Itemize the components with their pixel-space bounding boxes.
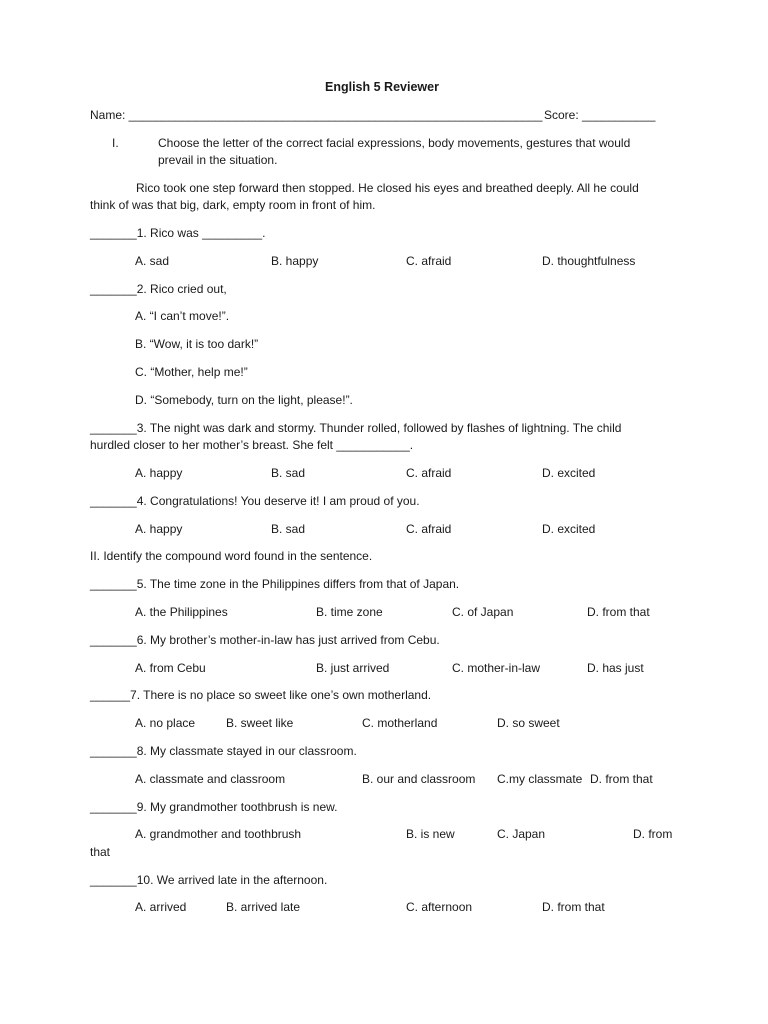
question-stem: _______4. Congratulations! You deserve it! I am proud of you. — [90, 494, 420, 508]
choice-b: B. sad — [271, 466, 306, 480]
part2-heading: II. Identify the compound word found in the sentence. — [90, 549, 373, 563]
question-stem: _______8. My classmate stayed in our classroom. — [90, 744, 357, 758]
question-stem: ______7. There is no place so sweet like one’s own motherland. — [90, 688, 432, 702]
question-stem: hurdled closer to her mother’s breast. She felt ___________. — [90, 438, 414, 452]
choice-b: B. just arrived — [316, 661, 390, 675]
choice-a: A. from Cebu — [135, 661, 206, 675]
choice-c: C. “Mother, help me!” — [135, 365, 248, 379]
name-field: Name: ______________________________________________________________ — [90, 108, 543, 122]
choice-b: B. our and classroom — [362, 772, 476, 786]
choice-b: B. arrived late — [226, 900, 301, 914]
choice-c: C. mother-in-law — [452, 661, 541, 675]
choice-a: A. sad — [135, 254, 170, 268]
part1-instruction: Choose the letter of the correct facial expressions, body movements, gestures that would — [158, 136, 631, 150]
choice-c: C. afraid — [406, 466, 452, 480]
choice-d: D. from that — [590, 772, 653, 786]
choice-a: A. the Philippines — [135, 605, 228, 619]
question-stem: _______6. My brother’s mother-in-law has just arrived from Cebu. — [90, 633, 440, 647]
choice-b: B. time zone — [316, 605, 383, 619]
choice-d-continued: that — [90, 845, 111, 859]
passage-text: think of was that big, dark, empty room in front of him. — [90, 198, 376, 212]
part1-instruction: prevail in the situation. — [158, 153, 278, 167]
choice-d: D. thoughtfulness — [542, 254, 636, 268]
choice-d: D. so sweet — [497, 716, 560, 730]
choice-a: A. grandmother and toothbrush — [135, 827, 302, 841]
choice-c: C.my classmate — [497, 772, 583, 786]
choice-d: D. excited — [542, 466, 596, 480]
choice-a: A. happy — [135, 522, 183, 536]
choice-d: D. excited — [542, 522, 596, 536]
choice-a: A. arrived — [135, 900, 187, 914]
choice-d: D. from — [633, 827, 673, 841]
passage-text: Rico took one step forward then stopped. He closed his eyes and breathed deeply. All he could — [136, 181, 639, 195]
choice-b: B. is new — [406, 827, 455, 841]
choice-b: B. sad — [271, 522, 306, 536]
choice-c: C. motherland — [362, 716, 438, 730]
question-stem: _______5. The time zone in the Philippines differs from that of Japan. — [90, 577, 460, 591]
choice-b: B. sweet like — [226, 716, 294, 730]
choice-d: D. from that — [587, 605, 650, 619]
choice-c: C. afternoon — [406, 900, 473, 914]
choice-a: A. classmate and classroom — [135, 772, 286, 786]
question-stem: _______9. My grandmother toothbrush is new. — [90, 800, 338, 814]
question-stem: _______10. We arrived late in the afternoon. — [90, 873, 328, 887]
choice-a: A. no place — [135, 716, 196, 730]
choice-a: A. “I can’t move!”. — [135, 309, 230, 323]
choice-a: A. happy — [135, 466, 183, 480]
choice-d: D. has just — [587, 661, 644, 675]
question-stem: _______2. Rico cried out, — [90, 282, 227, 296]
choice-d: D. “Somebody, turn on the light, please!”. — [135, 393, 353, 407]
question-stem: _______3. The night was dark and stormy. Thunder rolled, followed by flashes of lightning. The child — [90, 421, 622, 435]
choice-d: D. from that — [542, 900, 605, 914]
part1-roman: I. — [112, 136, 119, 150]
score-field: Score: ___________ — [544, 108, 656, 122]
choice-c: C. afraid — [406, 254, 452, 268]
page-title: English 5 Reviewer — [325, 80, 439, 94]
question-stem: _______1. Rico was _________. — [90, 226, 266, 240]
choice-c: C. of Japan — [452, 605, 514, 619]
choice-c: C. Japan — [497, 827, 546, 841]
choice-b: B. “Wow, it is too dark!” — [135, 337, 259, 351]
choice-b: B. happy — [271, 254, 319, 268]
choice-c: C. afraid — [406, 522, 452, 536]
